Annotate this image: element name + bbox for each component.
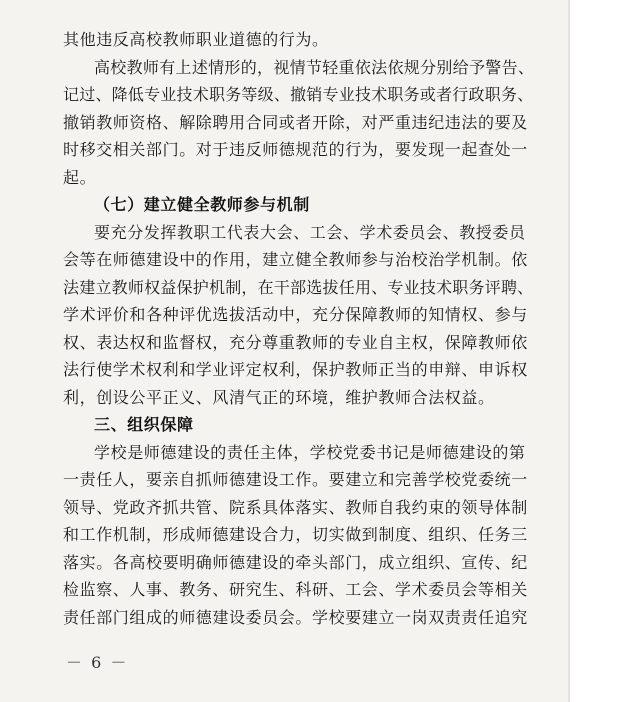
text-line: 学术评价和各种评优选拔活动中，充分保障教师的知情权、参与 (63, 305, 528, 324)
text-line: 权、表达权和监督权，充分尊重教师的专业自主权，保障教师依 (63, 332, 528, 352)
text-line: 会等在师德建设中的作用，建立健全教师参与治校治学机制。依 (63, 250, 528, 269)
text-line: 责任部门组成的师德建设委员会。学校要建立一岗双责责任追究 (63, 607, 528, 627)
text-line: 领导、党政齐抓共管、院系具体落实、教师自我约束的领导体制 (63, 497, 528, 517)
text-line: 撤销教师资格、解除聘用合同或者开除，对严重违纪违法的要及 (63, 112, 528, 132)
text-line: 利，创设公平正义、风清气正的环境，维护教师合法权益。 (63, 387, 495, 407)
text-line: 检监察、人事、教务、研究生、科研、工会、学术委员会等相关 (63, 580, 528, 599)
text-line: 要充分发挥教职工代表大会、工会、学术委员会、教授委员 (94, 222, 526, 242)
section-heading: （七）建立健全教师参与机制 (94, 195, 310, 214)
text-line: 起。 (63, 167, 97, 187)
text-line: 和工作机制，形成师德建设合力，切实做到制度、组织、任务三 (63, 525, 528, 544)
text-line: 法行使学术权利和学业评定权利，保护教师正当的申辩、申诉权 (63, 360, 528, 379)
text-line: 时移交相关部门。对于违反师德规范的行为，要发现一起查处一 (63, 140, 528, 159)
text-line: 落实。各高校要明确师德建设的牵头部门，成立组织、宣传、纪 (63, 552, 528, 572)
text-line: 法建立教师权益保护机制，在干部选拔任用、专业技术职务评聘、 (63, 277, 534, 297)
text-line: 高校教师有上述情形的，视情节轻重依法依规分别给予警告、 (94, 57, 535, 77)
text-line: 记过、降低专业技术职务等级、撤销专业技术职务或者行政职务、 (63, 85, 534, 104)
page-number: － 6 － (66, 653, 129, 672)
text-line: 其他违反高校教师职业道德的行为。 (63, 30, 329, 49)
text-line: 一责任人，要亲自抓师德建设工作。要建立和完善学校党委统一 (63, 470, 528, 489)
section-heading: 三、组织保障 (94, 415, 194, 434)
text-line: 学校是师德建设的责任主体，学校党委书记是师德建设的第 (94, 442, 526, 462)
